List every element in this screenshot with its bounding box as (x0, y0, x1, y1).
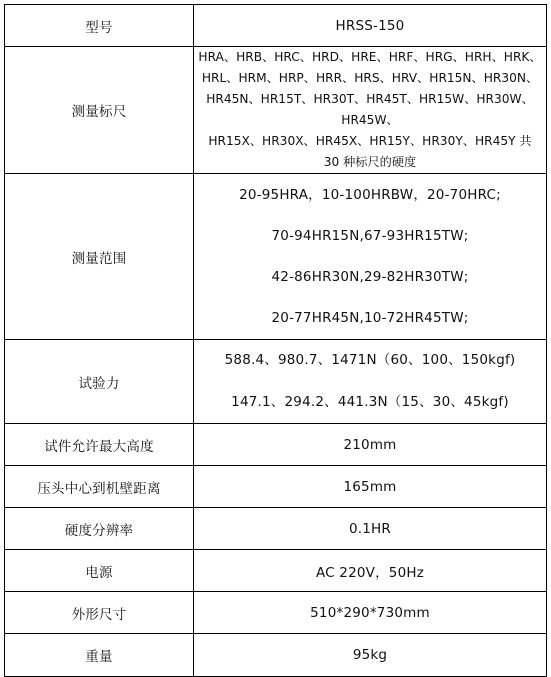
test-force-value (194, 340, 547, 424)
power-label: 电源 (5, 550, 194, 592)
scales-line: HR45N、HR15T、HR30T、HR45T、HR15W、HR30W、HR45W、 (206, 92, 534, 127)
dimensions-value: 510*290*730mm (194, 592, 547, 634)
table-row-resolution (5, 508, 547, 550)
table-row-max-height (5, 424, 547, 466)
power-value: AC 220V，50Hz (194, 550, 547, 592)
table-row-range (5, 174, 547, 340)
range-line: 20-77HR45N,10-72HR45TW; (271, 310, 469, 326)
range-value (194, 174, 547, 340)
test-force-label: 试验力 (5, 340, 194, 424)
resolution-value: 0.1HR (194, 508, 547, 550)
scales-line: HRA、HRB、HRC、HRD、HRE、HRF、HRG、HRH、HRK、 (198, 50, 542, 64)
scales-line: 30 种标尺的硬度 (323, 155, 417, 169)
weight-value: 95kg (194, 634, 547, 677)
max-height-value: 210mm (194, 424, 547, 466)
dimensions-label: 外形尺寸 (5, 592, 194, 634)
throat-depth-value: 165mm (194, 466, 547, 508)
range-line: 42-86HR30N,29-82HR30TW; (271, 269, 469, 285)
table-row-weight (5, 634, 547, 677)
model-label: 型号 (5, 5, 194, 47)
test-force-line: 588.4、980.7、1471N（60、100、150kgf) (224, 352, 516, 368)
weight-label: 重量 (5, 634, 194, 677)
specification-table (4, 4, 547, 677)
range-line: 70-94HR15N,67-93HR15TW; (271, 228, 469, 244)
scales-value (194, 47, 547, 174)
range-line: 20-95HRA，10-100HRBW，20-70HRC; (239, 187, 501, 203)
resolution-label: 硬度分辨率 (5, 508, 194, 550)
range-label: 测量范围 (5, 174, 194, 340)
table-row-throat-depth (5, 466, 547, 508)
throat-depth-label: 压头中心到机壁距离 (5, 466, 194, 508)
max-height-label: 试件允许最大高度 (5, 424, 194, 466)
test-force-line: 147.1、294.2、441.3N（15、30、45kgf) (231, 394, 509, 410)
scales-line: HRL、HRM、HRP、HRR、HRS、HRV、HR15N、HR30N、 (201, 71, 539, 85)
model-value: HRSS-150 (194, 5, 547, 47)
table-row-dimensions (5, 592, 547, 634)
scales-label: 测量标尺 (5, 47, 194, 174)
table-row-power (5, 550, 547, 592)
scales-line: HR15X、HR30X、HR45X、HR15Y、HR30Y、HR45Y 共 (208, 134, 532, 148)
table-row-test-force (5, 340, 547, 424)
table-row-scales (5, 47, 547, 174)
table-row-model (5, 5, 547, 47)
